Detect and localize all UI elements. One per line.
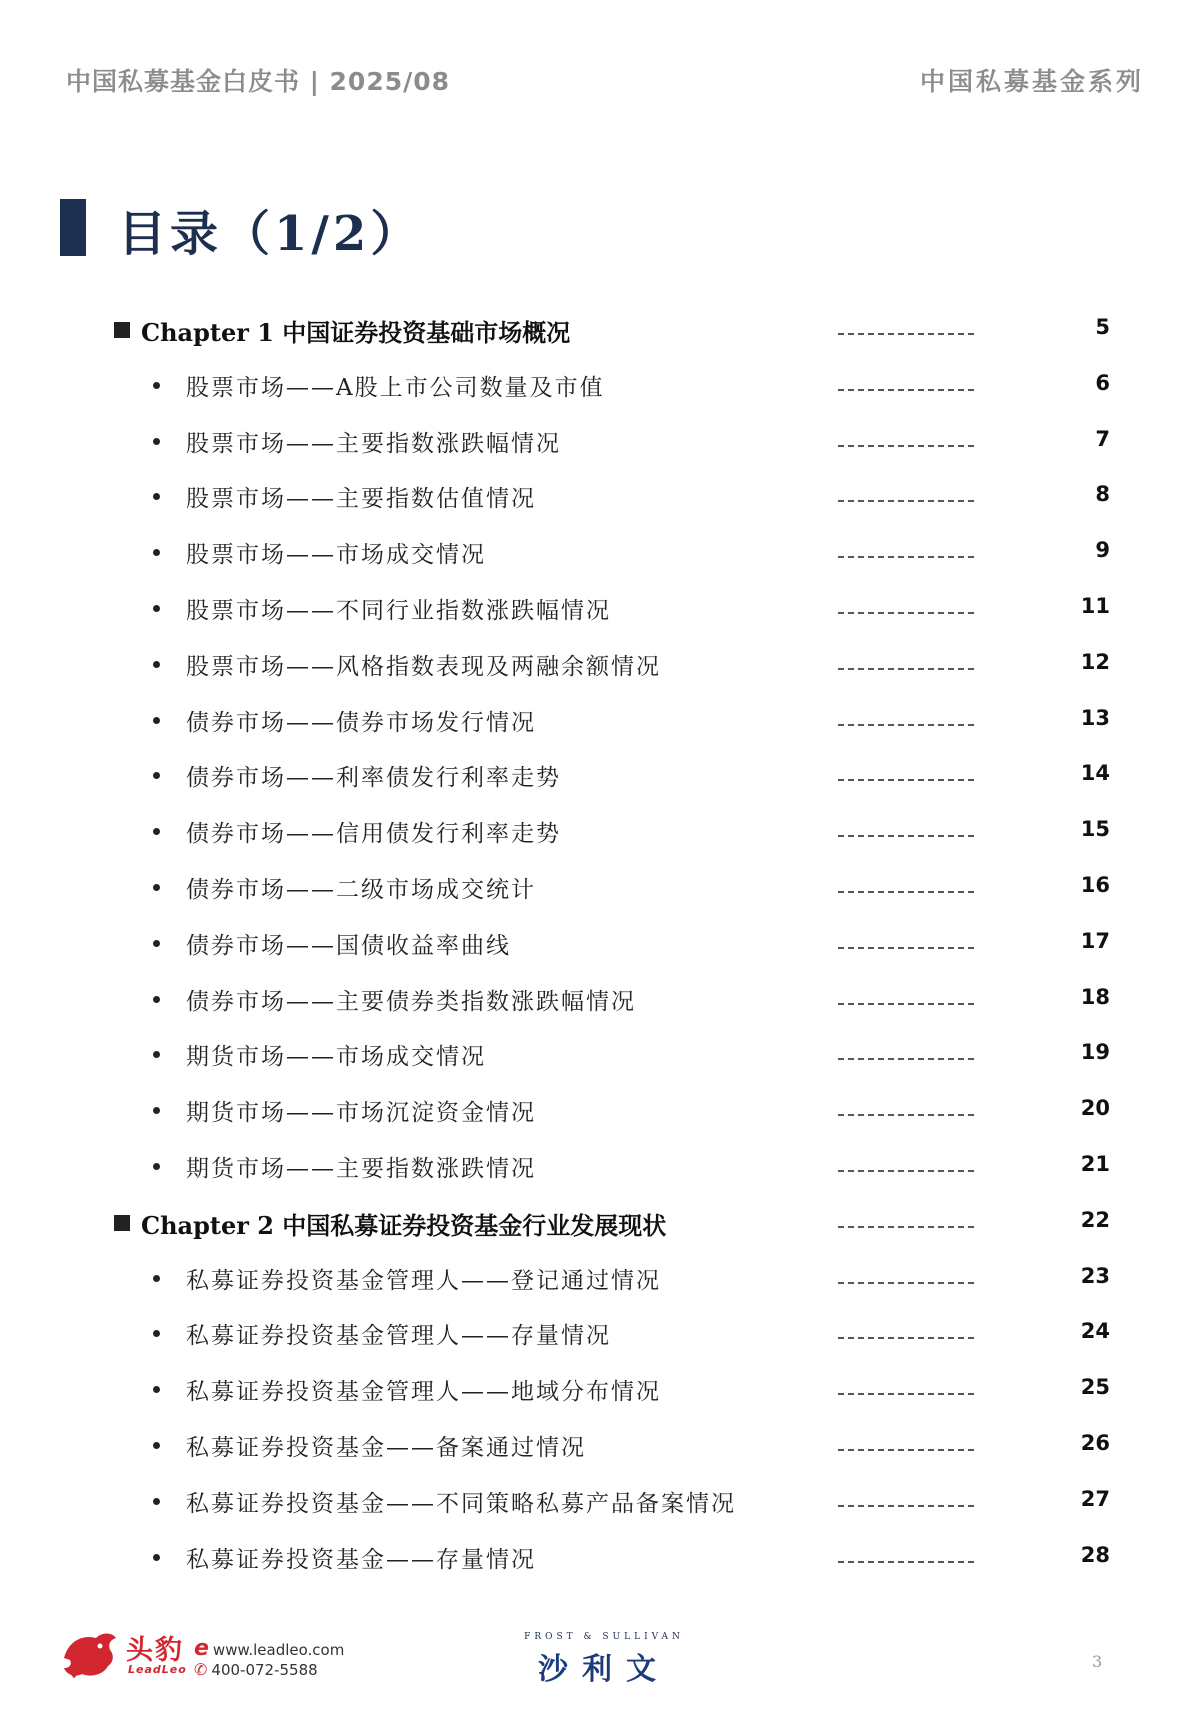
dot-bullet-icon [153,549,160,556]
dot-bullet-icon [153,1554,160,1561]
toc-page-number: 8 [1095,482,1110,507]
dot-bullet-icon [153,493,160,500]
toc-item-row[interactable] [0,693,1200,749]
toc-page-number: 22 [1080,1207,1110,1232]
toc-entry-title: 债券市场——主要债券类指数涨跌幅情况 [186,988,636,1015]
dot-bullet-icon [153,717,160,724]
dot-bullet-icon [153,605,160,612]
toc-item-row[interactable] [0,1083,1200,1139]
dotted-leader [838,1393,974,1395]
dotted-leader [838,389,974,391]
toc-page-number: 26 [1080,1430,1110,1455]
title-accent-bar [60,199,86,256]
dotted-leader [838,1561,974,1563]
toc-item-row[interactable] [0,916,1200,972]
dotted-leader [838,1226,974,1228]
toc-page-number: 5 [1095,315,1110,339]
toc-page-number: 25 [1080,1375,1110,1400]
toc-entry-title: 债券市场——国债收益率曲线 [186,932,511,959]
toc-item-row[interactable] [0,581,1200,637]
dot-bullet-icon [153,382,160,389]
dotted-leader [838,1058,974,1060]
dot-bullet-icon [153,661,160,668]
toc-page-number: 28 [1080,1542,1110,1567]
dot-bullet-icon [153,772,160,779]
toc-entry-title: 股票市场——A股上市公司数量及市值 [186,374,605,401]
square-bullet-icon [114,1215,130,1231]
toc-page-number: 19 [1080,1040,1110,1065]
toc-item-row[interactable] [0,1474,1200,1530]
dot-bullet-icon [153,1330,160,1337]
toc-page-number: 14 [1080,761,1110,786]
toc-page-number: 27 [1080,1486,1110,1511]
dotted-leader [838,500,974,502]
toc-item-row[interactable] [0,1027,1200,1083]
toc-item-row[interactable] [0,804,1200,860]
toc-entry-title: 期货市场——主要指数涨跌情况 [186,1155,536,1182]
toc-item-row[interactable] [0,469,1200,525]
toc-entry-title: 债券市场——债券市场发行情况 [186,709,536,736]
brand-name-cn: 头豹 [126,1635,184,1666]
toc-page-number: 13 [1080,705,1110,730]
website-link[interactable]: www.leadleo.com [212,1641,345,1659]
dot-bullet-icon [153,940,160,947]
dotted-leader [838,1505,974,1507]
dotted-leader [838,891,974,893]
header-series-title: 中国私募基金系列 [919,67,1144,96]
dot-bullet-icon [153,1275,160,1282]
dotted-leader [838,1449,974,1451]
website-contact [194,1636,344,1661]
dotted-leader [838,556,974,558]
toc-entry-title: 股票市场——风格指数表现及两融余额情况 [186,653,661,680]
toc-page-number: 17 [1080,928,1110,953]
dotted-leader [838,668,974,670]
header-report-title: 中国私募基金白皮书 | 2025/08 [66,67,451,96]
dot-bullet-icon [153,1051,160,1058]
toc-item-row[interactable] [0,414,1200,470]
dot-bullet-icon [153,828,160,835]
dot-bullet-icon [153,438,160,445]
dot-bullet-icon [153,1386,160,1393]
toc-entry-title: 债券市场——二级市场成交统计 [186,876,536,903]
toc-entry-title: 私募证券投资基金——存量情况 [186,1546,536,1573]
toc-item-row[interactable] [0,1530,1200,1586]
toc-entry-title: 期货市场——市场沉淀资金情况 [186,1100,536,1127]
toc-page-number: 18 [1080,984,1110,1009]
page-number: 3 [1092,1652,1103,1671]
dotted-leader [838,779,974,781]
toc-chapter-row[interactable] [0,302,1200,358]
dot-bullet-icon [153,1163,160,1170]
toc-item-row[interactable] [0,1362,1200,1418]
toc-page-number: 11 [1080,593,1110,618]
web-e-icon: e [194,1636,209,1661]
phone-icon: ✆ [194,1660,208,1679]
toc-item-row[interactable] [0,525,1200,581]
toc-item-row[interactable] [0,748,1200,804]
dotted-leader [838,612,974,614]
toc-page-number: 9 [1095,538,1110,563]
dot-bullet-icon [153,1498,160,1505]
toc-page-number: 16 [1080,872,1110,897]
toc-item-row[interactable] [0,972,1200,1028]
toc-item-row[interactable] [0,1251,1200,1307]
leadleo-logo-icon [60,1628,120,1680]
dotted-leader [838,1170,974,1172]
toc-page-number: 15 [1080,817,1110,842]
toc-entry-title: 私募证券投资基金管理人——登记通过情况 [186,1267,661,1294]
dot-bullet-icon [153,1442,160,1449]
phone-contact [194,1660,318,1679]
toc-entry-title: 私募证券投资基金——备案通过情况 [186,1434,586,1461]
toc-entry-title: Chapter 1 中国证券投资基础市场概况 [141,318,571,347]
toc-entry-title: 债券市场——信用债发行利率走势 [186,821,561,848]
toc-entry-title: 债券市场——利率债发行利率走势 [186,765,561,792]
page-title: 目录（1/2） [118,206,423,262]
dotted-leader [838,1114,974,1116]
toc-entry-title: 股票市场——不同行业指数涨跌幅情况 [186,597,611,624]
toc-entry-title: 私募证券投资基金管理人——地域分布情况 [186,1379,661,1406]
toc-entry-title: 股票市场——主要指数估值情况 [186,486,536,513]
table-of-contents [0,302,1200,1585]
toc-page-number: 23 [1080,1263,1110,1288]
toc-entry-title: 期货市场——市场成交情况 [186,1044,486,1071]
toc-item-row[interactable] [0,860,1200,916]
toc-page-number: 21 [1080,1151,1110,1176]
partner-name-cn: 沙利文 [538,1652,670,1687]
dotted-leader [838,724,974,726]
toc-item-row[interactable] [0,637,1200,693]
toc-entry-title: 股票市场——主要指数涨跌幅情况 [186,430,561,457]
dotted-leader [838,1282,974,1284]
dotted-leader [838,333,974,335]
toc-entry-title: 私募证券投资基金——不同策略私募产品备案情况 [186,1490,736,1517]
dot-bullet-icon [153,884,160,891]
dotted-leader [838,1337,974,1339]
toc-entry-title: Chapter 2 中国私募证券投资基金行业发展现状 [141,1210,667,1240]
brand-name-en: LeadLeo [128,1663,187,1676]
partner-name-en: FROST & SULLIVAN [524,1632,684,1642]
toc-page-number: 20 [1080,1096,1110,1121]
dot-bullet-icon [153,996,160,1003]
phone-number: 400-072-5588 [211,1661,318,1679]
toc-item-row[interactable] [0,1306,1200,1362]
toc-entry-title: 私募证券投资基金管理人——存量情况 [186,1323,611,1350]
toc-item-row[interactable] [0,1139,1200,1195]
dot-bullet-icon [153,1107,160,1114]
toc-chapter-row[interactable] [0,1195,1200,1251]
toc-page-number: 24 [1080,1319,1110,1344]
toc-entry-title: 股票市场——市场成交情况 [186,542,486,569]
dotted-leader [838,445,974,447]
toc-page-number: 6 [1095,370,1110,395]
dotted-leader [838,1003,974,1005]
square-bullet-icon [114,322,130,338]
toc-item-row[interactable] [0,1418,1200,1474]
toc-page-number: 7 [1095,426,1110,451]
toc-page-number: 12 [1080,649,1110,674]
toc-item-row[interactable] [0,358,1200,414]
dotted-leader [838,947,974,949]
dotted-leader [838,835,974,837]
